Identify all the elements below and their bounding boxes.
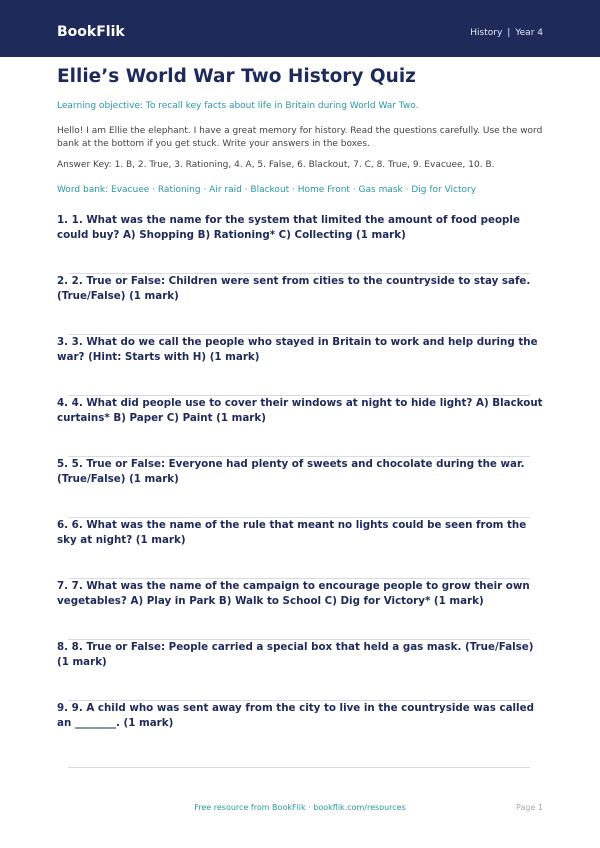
year-label: Year 4 [515,28,543,38]
question-item [57,457,547,518]
subject-label: History [470,28,503,38]
question-item [57,579,547,640]
answer-line[interactable] [68,767,530,768]
question-text: 1. 1. What was the name for the system that limited the amount of food people could buy? A) Shopping B) Rationing* C) Collecting (1 mark) [57,214,520,241]
page-footer [0,802,600,816]
question-text: 4. 4. What did people use to cover their windows at night to hide light? A) Blackout curtains* B) Paper C) Paint (1 mark) [57,397,543,424]
page-header [0,0,600,57]
question-item [57,335,547,396]
question-item [57,701,547,768]
question-text: 9. 9. A child who was sent away from the city to live in the countryside was called an ________. (1 mark) [57,702,534,729]
footer-link[interactable]: Free resource from BookFlik · bookflik.com/resources [194,803,406,812]
question-item [57,396,547,457]
page-number: Page 1 [516,803,543,812]
header-separator: | [507,28,511,38]
question-text: 7. 7. What was the name of the campaign to encourage people to grow their own vegetables? A) Play in Park B) Walk to School C) Dig for Victory* (1 mark) [57,580,530,607]
word-bank: Word bank: Evacuee · Rationing · Air raid · Blackout · Home Front · Gas mask · Dig for Victory [57,185,477,195]
answer-key: Answer Key: 1. B, 2. True, 3. Rationing, 4. A, 5. False, 6. Blackout, 7. C, 8. True, 9. Evacuee, 10. B. [57,160,495,170]
question-text: 8. 8. True or False: People carried a special box that held a gas mask. (True/False) (1 mark) [57,641,534,668]
question-item [57,274,547,335]
question-item [57,518,547,579]
brand-logo-text[interactable]: BookFlik [57,24,125,40]
learning-objective: Learning objective: To recall key facts about life in Britain during World War Two. [57,101,419,111]
question-text: 3. 3. What do we call the people who stayed in Britain to work and help during the war? (Hint: Starts with H) (1 mark) [57,336,538,363]
question-list [57,213,547,768]
question-item [57,213,547,274]
header-meta [470,26,543,40]
page-title: Ellie’s World War Two History Quiz [57,66,416,87]
question-text: 5. 5. True or False: Everyone had plenty of sweets and chocolate during the war. (True/False) (1 mark) [57,458,525,485]
intro-text: Hello! I am Ellie the elephant. I have a great memory for history. Read the questions carefully. Use the word bank at the bottom if you get stuck. Write your answers in the boxes. [57,126,543,149]
question-text: 2. 2. True or False: Children were sent from cities to the countryside to stay safe. (True/False) (1 mark) [57,275,531,302]
question-item [57,640,547,701]
question-text: 6. 6. What was the name of the rule that meant no lights could be seen from the sky at night? (1 mark) [57,519,527,546]
